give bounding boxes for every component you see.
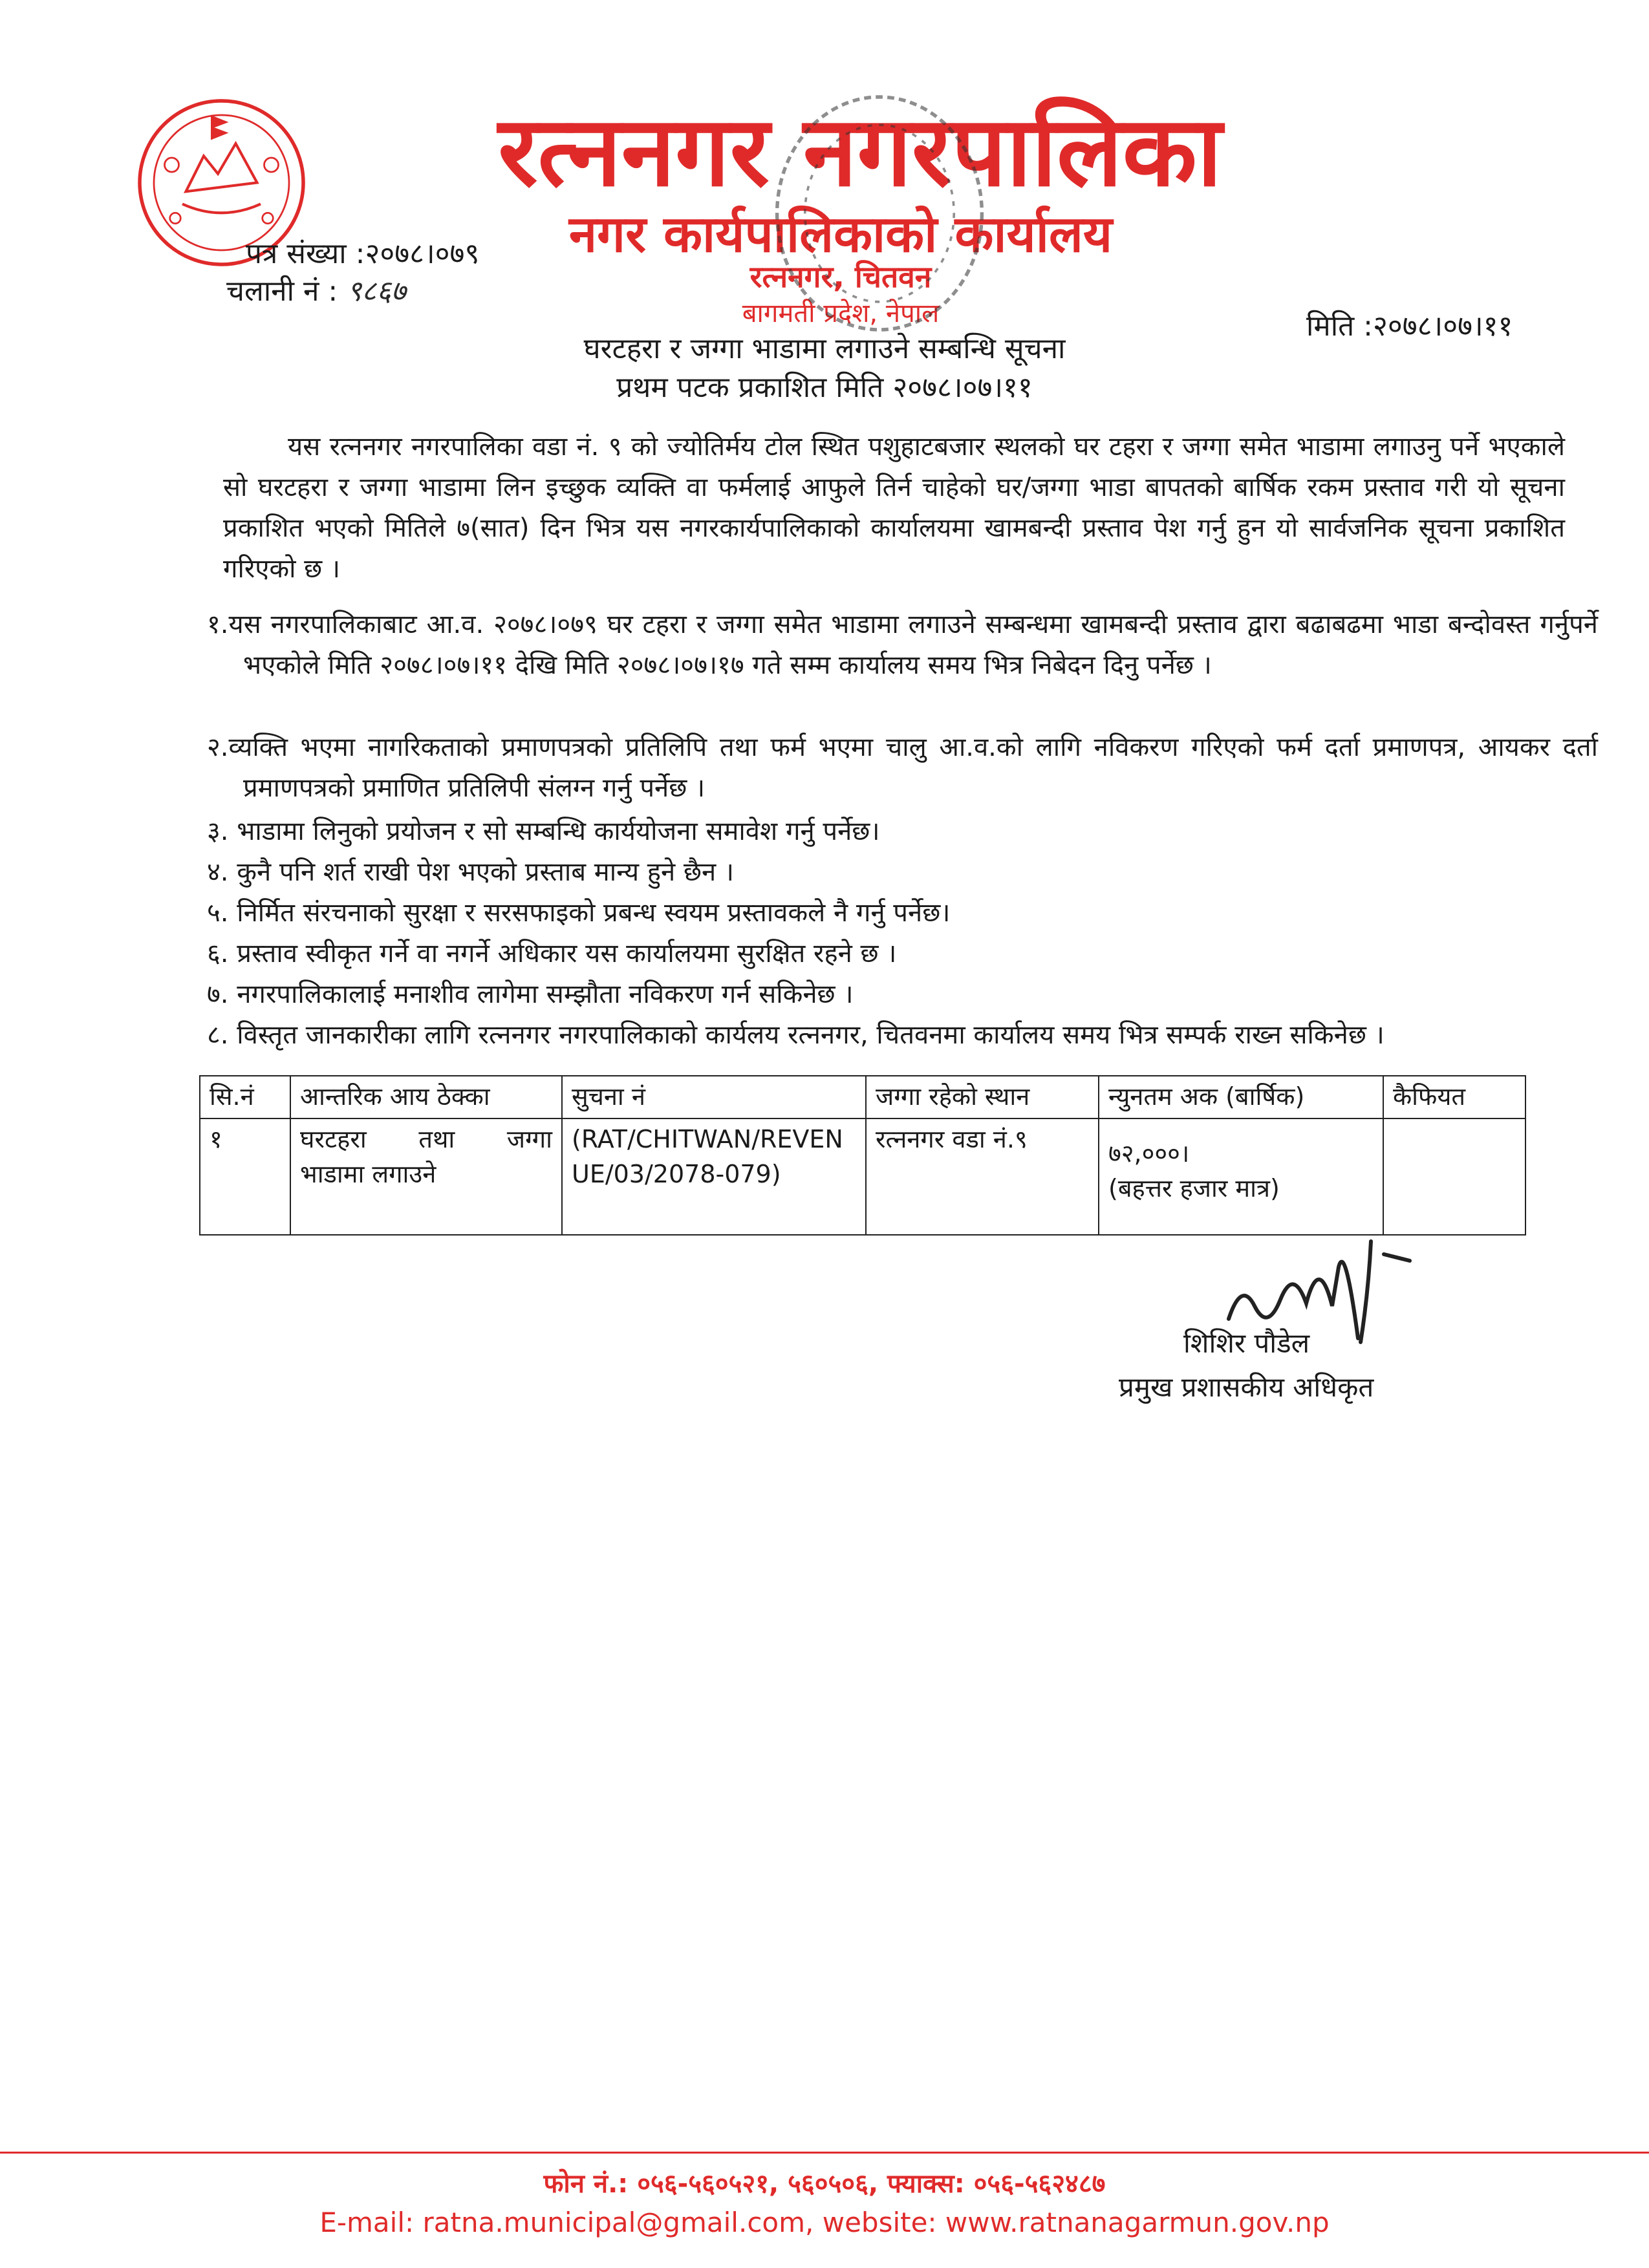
col-header-contract: आन्तरिक आय ठेक्का bbox=[290, 1076, 562, 1118]
office-address: रत्ननगर, चितवन bbox=[749, 259, 932, 294]
cell-amount-figure: ७२,०००। bbox=[1108, 1139, 1190, 1168]
footer-contact: E-mail: ratna.municipal@gmail.com, website: www.ratnanagarmun.gov.np bbox=[319, 2207, 1330, 2238]
cell-contract-line1: घरटहरा तथा जग्गा bbox=[300, 1125, 552, 1153]
signatory-name: शिशिर पौडेल bbox=[1183, 1327, 1310, 1359]
date-value: २०७८।०७।११ bbox=[1373, 310, 1513, 343]
cell-location: रत्ननगर वडा नं.९ bbox=[866, 1118, 1099, 1235]
cell-amount-words: (बहत्तर हजार मात्र) bbox=[1108, 1174, 1280, 1203]
col-header-notice: सुचना नं bbox=[562, 1076, 866, 1118]
cell-notice bbox=[562, 1118, 866, 1235]
condition-item-8: ८. विस्तृत जानकारीका लागि रत्ननगर नगरपालिकाको कार्यलय रत्ननगर, चितवनमा कार्यालय समय भित्र सम्पर्क राख्न सकिनेछ । bbox=[207, 1020, 1385, 1050]
cell-contract-line2: भाडामा लगाउने bbox=[300, 1160, 436, 1188]
col-header-sn: सि.नं bbox=[200, 1076, 290, 1118]
col-header-remarks: कैफियत bbox=[1383, 1076, 1525, 1118]
cell-sn: १ bbox=[200, 1118, 290, 1235]
cell-remarks bbox=[1383, 1118, 1525, 1235]
footer-phone: फोन नं.: ०५६-५६०५२१, ५६०५०६, फ्याक्स: ०५६-५६२४८७ bbox=[543, 2169, 1106, 2199]
cell-notice-line1: (RAT/CHITWAN/REVEN bbox=[572, 1125, 843, 1153]
reference-value: २०७८।०७९ bbox=[365, 237, 480, 270]
dispatch-label: चलानी नं : bbox=[226, 275, 338, 308]
condition-item-7: ७. नगरपालिकालाई मनाशीव लागेमा सम्झौता नविकरण गर्न सकिनेछ । bbox=[207, 979, 854, 1009]
col-header-amount: न्युनतम अक (बार्षिक) bbox=[1099, 1076, 1383, 1118]
condition-item-3: ३. भाडामा लिनुको प्रयोजन र सो सम्बन्धि कार्ययोजना समावेश गर्नु पर्नेछ। bbox=[207, 817, 880, 846]
province-line: बागमती प्रदेश, नेपाल bbox=[742, 299, 940, 328]
condition-item-1: १.यस नगरपालिकाबाट आ.व. २०७८।०७९ घर टहरा र जग्गा समेत भाडामा लगाउने सम्बन्धमा खामबन्दी प्रस्ताव द्वारा बढाबढमा भाडा बन्दोवस्त गर्नुपर्ने भएकोले मिति २०७८।०७।११ देखि मिति २०७८।०७।१७ गते सम्म कार्यालय समय भित्र निबेदन दिनु पर्नेछ । bbox=[207, 610, 1598, 680]
organization-name: रत्ननगर नगरपालिका bbox=[498, 96, 1222, 208]
footer-divider bbox=[0, 2152, 1649, 2154]
dispatch-value: ९८६७ bbox=[347, 275, 406, 308]
reference-label: पत्र संख्या : bbox=[246, 237, 365, 270]
tender-table bbox=[199, 1075, 1526, 1236]
condition-item-5: ५. निर्मित संरचनाको सुरक्षा र सरसफाइको प्रबन्ध स्वयम प्रस्तावकले नै गर्नु पर्नेछ। bbox=[207, 898, 951, 928]
condition-item-6: ६. प्रस्ताव स्वीकृत गर्ने वा नगर्ने अधिकार यस कार्यालयमा सुरक्षित रहने छ । bbox=[207, 939, 897, 968]
office-stamp-icon bbox=[763, 84, 996, 343]
condition-item-2: २.व्यक्ति भएमा नागरिकताको प्रमाणपत्रको प्रतिलिपि तथा फर्म भएमा चालु आ.व.को लागि नविकरण गरिएको फर्म दर्ता प्रमाणपत्र, आयकर दर्ता प्रमाणपत्रको प्रमाणित प्रतिलिपी संलग्न गर्नु पर्नेछ । bbox=[207, 733, 1598, 803]
date-label: मिति : bbox=[1306, 310, 1373, 343]
condition-item-4: ४. कुनै पनि शर्त राखी पेश भएको प्रस्ताब मान्य हुने छैन । bbox=[207, 857, 735, 887]
notice-subject: घरटहरा र जग्गा भाडामा लगाउने सम्बन्धि सूचना bbox=[583, 332, 1066, 365]
signatory-title: प्रमुख प्रशासकीय अधिकृत bbox=[1119, 1371, 1374, 1403]
col-header-location: जग्गा रहेको स्थान bbox=[866, 1076, 1099, 1118]
intro-paragraph: यस रत्ननगर नगरपालिका वडा नं. ९ को ज्योतिर्मय टोल स्थित पशुहाटबजार स्थलको घर टहरा र जग्गा समेत भाडामा लगाउनु पर्ने भएकाले सो घरटहरा र जग्गा भाडामा लिन इच्छुक व्यक्ति वा फर्मलाई आफुले तिर्न चाहेको घर/जग्गा भाडा बापतको बार्षिक रकम प्रस्ताव गरी यो सूचना प्रकाशित भएको मितिले ७(सात) दिन भित्र यस नगरकार्यपालिकाको कार्यालयमा खामबन्दी प्रस्ताव पेश गर्नु हुन यो सार्वजनिक सूचना प्रकाशित गरिएको छ । bbox=[223, 432, 1565, 584]
published-date-line: प्रथम पटक प्रकाशित मिति २०७८।०७।११ bbox=[616, 371, 1033, 404]
office-name: नगर कार्यपालिकाको कार्यालय bbox=[568, 206, 1113, 264]
cell-contract bbox=[290, 1118, 562, 1235]
reference-number bbox=[246, 237, 479, 272]
cell-notice-line2: UE/03/2078-079) bbox=[572, 1160, 781, 1188]
table-header-row bbox=[200, 1076, 1525, 1118]
dispatch-number bbox=[226, 274, 406, 309]
cell-amount bbox=[1099, 1118, 1383, 1235]
table-row bbox=[200, 1118, 1525, 1235]
